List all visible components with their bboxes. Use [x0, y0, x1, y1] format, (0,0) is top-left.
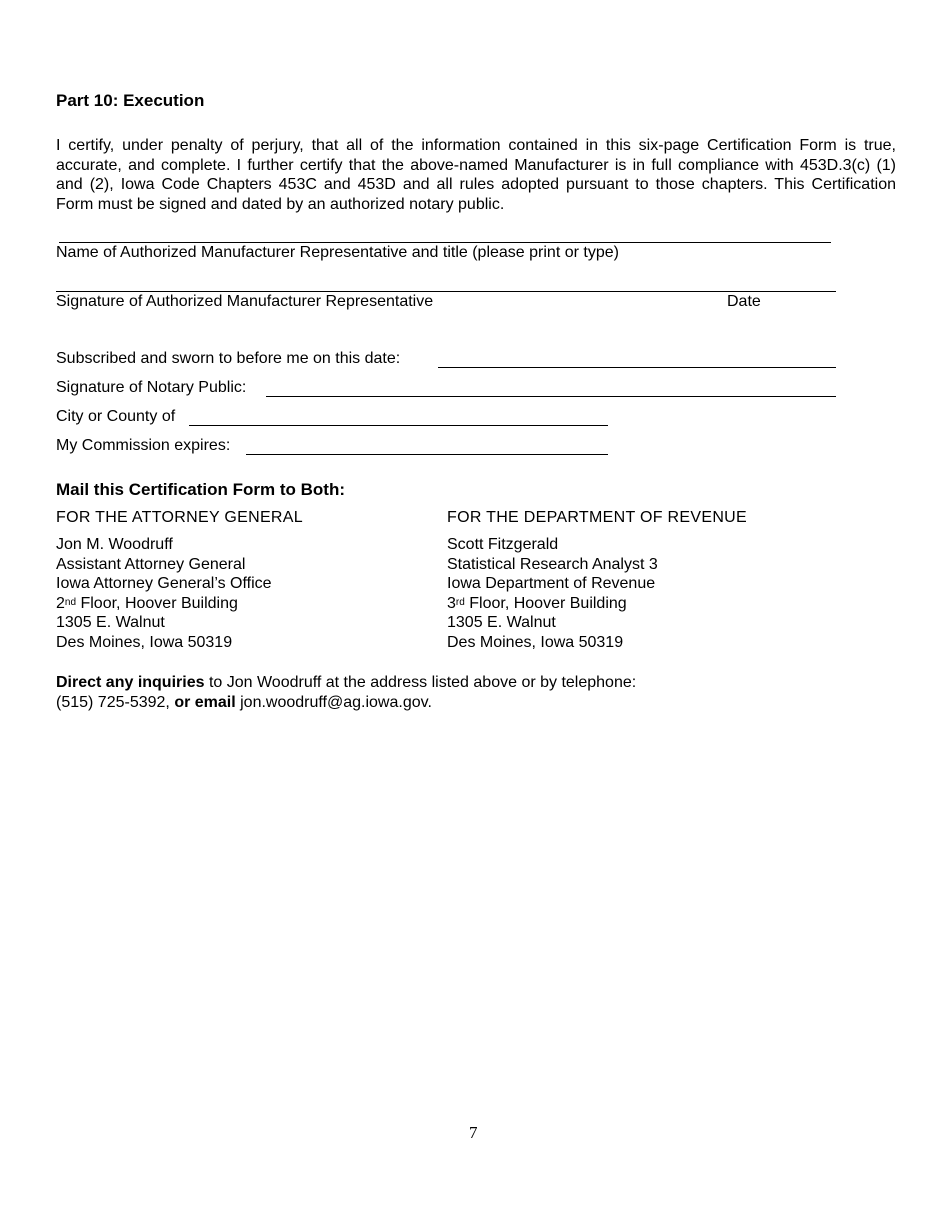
ag-office: Iowa Attorney General’s Office [56, 575, 272, 593]
notary-signature-label: Signature of Notary Public: [56, 379, 247, 396]
signature-line[interactable] [56, 291, 836, 292]
commission-line[interactable] [246, 454, 608, 455]
rev-name: Scott Fitzgerald [447, 536, 559, 553]
revenue-address [447, 535, 658, 653]
rev-title: Statistical Research Analyst 3 [447, 555, 658, 573]
ag-floor [56, 594, 272, 614]
city-county-label: City or County of [56, 408, 176, 425]
city-county-line[interactable] [189, 425, 608, 426]
inquiries-email-label: or email [174, 693, 236, 711]
rev-city: Des Moines, Iowa 50319 [447, 633, 624, 651]
inquiries-line-1 [56, 673, 636, 693]
rev-floor-rest: Floor, Hoover Building [464, 594, 627, 612]
mail-heading: Mail this Certification Form to Both: [56, 480, 345, 499]
certification-line: I certify, under penalty of perjury, that all of the information contained in this six-page Certification Form is true, [56, 137, 896, 154]
page-number: 7 [469, 1123, 478, 1142]
commission-label: My Commission expires: [56, 437, 231, 454]
attorney-general-address [56, 535, 272, 653]
ag-name: Jon M. Woodruff [56, 536, 173, 553]
inquiries-line-2 [56, 693, 636, 713]
inquiries-text: to Jon Woodruff at the address listed above or by telephone: [204, 674, 637, 691]
ag-floor-rest: Floor, Hoover Building [76, 594, 238, 612]
rev-floor-number: 3 [447, 594, 456, 612]
ag-street: 1305 E. Walnut [56, 614, 165, 632]
notary-signature-line[interactable] [266, 396, 836, 397]
subscribed-date-line[interactable] [438, 367, 836, 368]
revenue-heading: FOR THE DEPARTMENT OF REVENUE [447, 509, 747, 526]
ag-floor-number: 2 [56, 594, 65, 612]
rev-street: 1305 E. Walnut [447, 614, 556, 632]
ag-city: Des Moines, Iowa 50319 [56, 633, 233, 651]
section-title: Part 10: Execution [56, 91, 205, 110]
certification-line: and (2), Iowa Code Chapters 453C and 453D and all rules adopted pursuant to those chapters. This Certification [56, 176, 896, 194]
certification-paragraph [56, 136, 896, 214]
attorney-general-heading: FOR THE ATTORNEY GENERAL [56, 509, 303, 526]
rev-floor [447, 594, 658, 614]
name-line[interactable] [59, 242, 831, 243]
signature-label: Signature of Authorized Manufacturer Representative [56, 293, 434, 310]
subscribed-label: Subscribed and sworn to before me on this date: [56, 350, 401, 367]
rev-office: Iowa Department of Revenue [447, 575, 656, 593]
certification-line: accurate, and complete. I further certify that the above-named Manufacturer is in full compliance with 453D.3(c) (1) [56, 156, 896, 174]
inquiries-lead: Direct any inquiries [56, 674, 205, 691]
ag-floor-suffix: nd [64, 596, 77, 608]
rev-floor-suffix: rd [455, 596, 465, 608]
certification-line: Form must be signed and dated by an authorized notary public. [56, 195, 505, 213]
inquiries-email[interactable]: jon.woodruff@ag.iowa.gov. [235, 693, 432, 711]
inquiries-paragraph [56, 673, 636, 712]
date-label: Date [727, 293, 761, 310]
inquiries-phone: (515) 725-5392, [56, 693, 175, 711]
ag-title: Assistant Attorney General [56, 555, 246, 573]
name-label: Name of Authorized Manufacturer Representative and title (please print or type) [56, 244, 619, 261]
